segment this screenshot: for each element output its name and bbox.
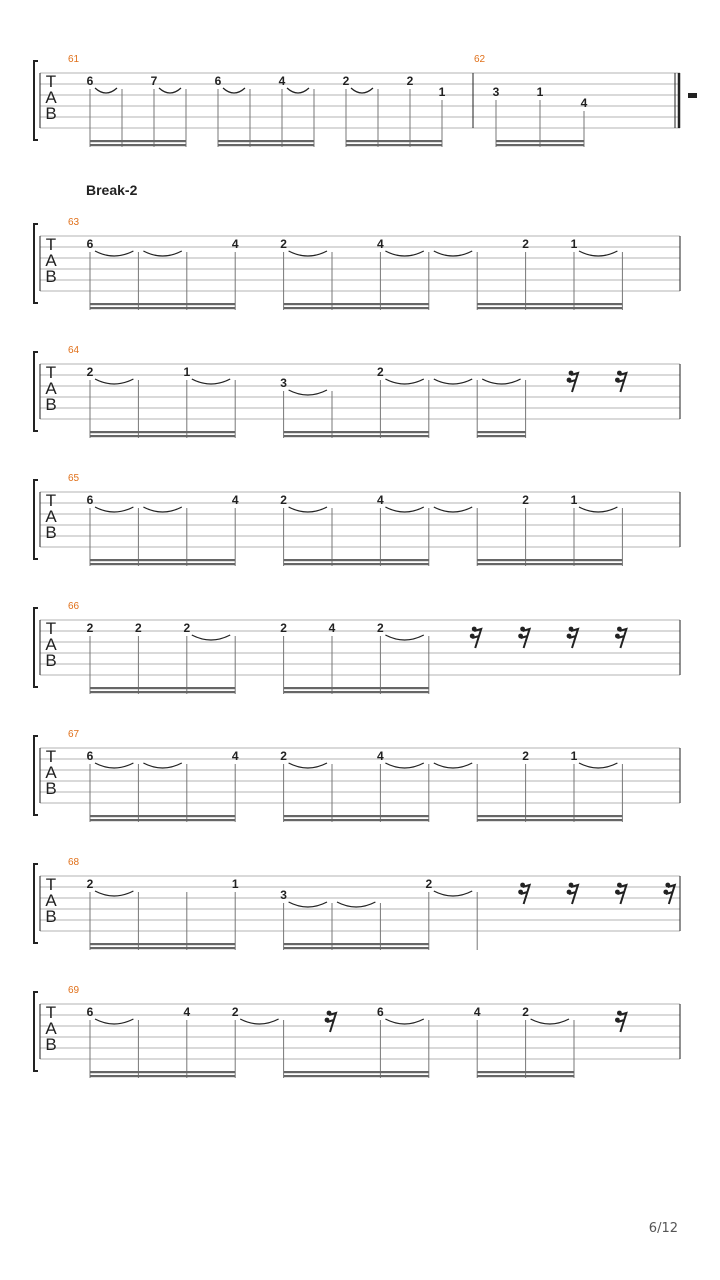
measure-number: 62 bbox=[474, 54, 486, 65]
tab-system bbox=[34, 736, 680, 822]
page-number: 6/12 bbox=[648, 1221, 678, 1236]
beam bbox=[90, 691, 235, 693]
beam bbox=[218, 144, 314, 146]
tie bbox=[287, 88, 309, 93]
beam bbox=[496, 140, 584, 142]
fret-number: 4 bbox=[377, 237, 384, 251]
tie bbox=[434, 379, 472, 384]
system-bracket bbox=[34, 736, 38, 815]
sixteenth-rest bbox=[663, 883, 674, 904]
beam bbox=[284, 691, 429, 693]
rest-stem bbox=[571, 373, 578, 392]
measure-number: 66 bbox=[68, 601, 80, 612]
tie bbox=[385, 763, 423, 768]
fret-number: 1 bbox=[536, 85, 544, 99]
tie bbox=[434, 507, 472, 512]
tie bbox=[95, 1019, 133, 1024]
tie bbox=[434, 251, 472, 256]
beam bbox=[90, 563, 235, 565]
fret-number: 1 bbox=[570, 493, 578, 507]
tie bbox=[385, 251, 423, 256]
measure-number: 67 bbox=[68, 729, 80, 740]
fret-number: 2 bbox=[280, 621, 287, 635]
beam bbox=[90, 1071, 235, 1073]
measure-number: 68 bbox=[68, 857, 80, 868]
beam bbox=[284, 431, 429, 433]
system-bracket bbox=[34, 224, 38, 303]
beam bbox=[477, 563, 622, 565]
tie bbox=[289, 902, 327, 907]
fret-number: 2 bbox=[86, 621, 94, 635]
tab-system bbox=[34, 61, 697, 147]
tie bbox=[192, 379, 230, 384]
beam bbox=[477, 819, 622, 821]
tab-clef-t: T bbox=[45, 491, 57, 510]
beam bbox=[218, 140, 314, 142]
tie bbox=[95, 763, 133, 768]
tab-clef-b: B bbox=[45, 779, 57, 798]
rest-stem bbox=[619, 1013, 626, 1032]
tie bbox=[143, 763, 181, 768]
beam bbox=[477, 1075, 574, 1077]
fret-number: 6 bbox=[214, 74, 222, 88]
tie bbox=[337, 902, 375, 907]
sixteenth-rest bbox=[567, 627, 578, 648]
measure-number: 64 bbox=[68, 345, 80, 356]
tie bbox=[289, 251, 327, 256]
fret-number: 4 bbox=[278, 74, 286, 88]
beam bbox=[90, 1075, 235, 1077]
fret-number: 6 bbox=[86, 749, 94, 763]
tab-clef-b: B bbox=[45, 104, 57, 123]
fret-number: 4 bbox=[183, 1005, 191, 1019]
sixteenth-rest bbox=[615, 883, 626, 904]
beam bbox=[284, 947, 429, 949]
measure-number: 61 bbox=[68, 54, 80, 65]
sixteenth-rest bbox=[615, 371, 626, 392]
beam bbox=[284, 815, 429, 817]
beam bbox=[284, 563, 429, 565]
beam bbox=[90, 819, 235, 821]
tie bbox=[143, 251, 181, 256]
tie bbox=[95, 891, 133, 896]
rest-stem bbox=[329, 1013, 336, 1032]
fret-number: 4 bbox=[580, 96, 588, 110]
tab-system bbox=[34, 224, 680, 310]
fret-number: 4 bbox=[473, 1005, 481, 1019]
fret-number: 3 bbox=[280, 888, 287, 902]
tab-clef-t: T bbox=[45, 1003, 57, 1022]
tab-clef-t: T bbox=[45, 619, 57, 638]
beam bbox=[477, 303, 622, 305]
beam bbox=[90, 140, 186, 142]
sixteenth-rest bbox=[325, 1011, 336, 1032]
system-bracket bbox=[34, 480, 38, 559]
beam bbox=[90, 559, 235, 561]
sixteenth-rest bbox=[518, 883, 529, 904]
beam bbox=[284, 307, 429, 309]
measure-number: 69 bbox=[68, 985, 80, 996]
fret-number: 4 bbox=[231, 493, 239, 507]
rest-stem bbox=[571, 629, 578, 648]
fret-number: 3 bbox=[492, 85, 500, 99]
rest-stem bbox=[619, 373, 626, 392]
beam bbox=[284, 819, 429, 821]
tab-clef-a: A bbox=[45, 891, 57, 910]
tab-clef-b: B bbox=[45, 907, 57, 926]
fret-number: 2 bbox=[86, 877, 94, 891]
fret-number: 2 bbox=[522, 749, 529, 763]
system-bracket bbox=[34, 864, 38, 943]
tie bbox=[482, 379, 520, 384]
beam bbox=[284, 687, 429, 689]
beam bbox=[284, 559, 429, 561]
beam bbox=[496, 144, 584, 146]
tie bbox=[95, 88, 117, 93]
fret-number: 2 bbox=[522, 1005, 529, 1019]
fret-number: 6 bbox=[86, 1005, 94, 1019]
fret-number: 2 bbox=[425, 877, 433, 891]
tab-clef-t: T bbox=[45, 363, 57, 382]
rest-stem bbox=[619, 885, 626, 904]
beam bbox=[477, 815, 622, 817]
tie bbox=[351, 88, 373, 93]
fret-number: 6 bbox=[86, 74, 94, 88]
sixteenth-rest bbox=[567, 883, 578, 904]
rest-stem bbox=[619, 629, 626, 648]
tie bbox=[95, 379, 133, 384]
tie bbox=[385, 379, 423, 384]
beam bbox=[284, 1071, 429, 1073]
beam bbox=[477, 307, 622, 309]
tab-clef-b: B bbox=[45, 267, 57, 286]
tie bbox=[579, 251, 617, 256]
sixteenth-rest bbox=[470, 627, 481, 648]
tab-clef-a: A bbox=[45, 763, 57, 782]
tie bbox=[223, 88, 245, 93]
beam bbox=[90, 947, 235, 949]
beam bbox=[90, 435, 235, 437]
tie bbox=[192, 635, 230, 640]
beam bbox=[477, 1071, 574, 1073]
tab-system bbox=[34, 352, 680, 438]
fret-number: 3 bbox=[280, 376, 287, 390]
fret-number: 6 bbox=[86, 237, 94, 251]
system-bracket bbox=[34, 992, 38, 1071]
beam bbox=[90, 815, 235, 817]
fret-number: 6 bbox=[377, 1005, 384, 1019]
tab-clef-b: B bbox=[45, 395, 57, 414]
measure-number: 65 bbox=[68, 473, 80, 484]
fret-number: 2 bbox=[135, 621, 142, 635]
tab-clef-b: B bbox=[45, 1035, 57, 1054]
beam bbox=[284, 1075, 429, 1077]
tab-clef-t: T bbox=[45, 235, 57, 254]
fret-number: 1 bbox=[183, 365, 191, 379]
tab-clef-a: A bbox=[45, 88, 57, 107]
rest-stem bbox=[571, 885, 578, 904]
fret-number: 2 bbox=[377, 621, 384, 635]
fret-number: 2 bbox=[183, 621, 191, 635]
beam bbox=[90, 303, 235, 305]
measure-number: 63 bbox=[68, 217, 80, 228]
rest-stem bbox=[474, 629, 481, 648]
fret-number: 1 bbox=[438, 85, 446, 99]
fret-number: 2 bbox=[522, 237, 529, 251]
tie bbox=[531, 1019, 569, 1024]
fret-number: 4 bbox=[377, 493, 384, 507]
fret-number: 2 bbox=[231, 1005, 239, 1019]
tab-system bbox=[34, 480, 680, 566]
beam bbox=[477, 435, 525, 437]
tab-clef-t: T bbox=[45, 72, 57, 91]
tab-system bbox=[34, 864, 680, 950]
fret-number: 4 bbox=[231, 749, 239, 763]
fret-number: 7 bbox=[150, 74, 158, 88]
tie bbox=[579, 507, 617, 512]
beam bbox=[284, 943, 429, 945]
system-bracket bbox=[34, 352, 38, 431]
tie bbox=[240, 1019, 278, 1024]
tie bbox=[434, 763, 472, 768]
tie bbox=[143, 507, 181, 512]
fret-number: 1 bbox=[570, 237, 578, 251]
beam bbox=[284, 303, 429, 305]
beam bbox=[90, 307, 235, 309]
system-bracket bbox=[34, 608, 38, 687]
sixteenth-rest bbox=[567, 371, 578, 392]
beam bbox=[90, 943, 235, 945]
tie bbox=[385, 635, 423, 640]
tab-system bbox=[34, 608, 680, 694]
sixteenth-rest bbox=[615, 1011, 626, 1032]
sixteenth-rest bbox=[615, 627, 626, 648]
rest-stem bbox=[523, 885, 530, 904]
system-bracket bbox=[34, 61, 38, 140]
half-rest bbox=[688, 93, 697, 98]
tab-clef-a: A bbox=[45, 507, 57, 526]
tie bbox=[289, 763, 327, 768]
section-label: Break-2 bbox=[86, 182, 138, 198]
fret-number: 2 bbox=[342, 74, 350, 88]
fret-number: 2 bbox=[280, 749, 287, 763]
fret-number: 2 bbox=[377, 365, 384, 379]
tab-clef-b: B bbox=[45, 651, 57, 670]
tab-clef-t: T bbox=[45, 747, 57, 766]
fret-number: 4 bbox=[328, 621, 336, 635]
rest-stem bbox=[668, 885, 675, 904]
tie bbox=[385, 507, 423, 512]
fret-number: 2 bbox=[86, 365, 94, 379]
fret-number: 2 bbox=[406, 74, 414, 88]
fret-number: 2 bbox=[522, 493, 529, 507]
tab-clef-a: A bbox=[45, 379, 57, 398]
sixteenth-rest bbox=[518, 627, 529, 648]
tab-clef-a: A bbox=[45, 251, 57, 270]
fret-number: 1 bbox=[231, 877, 239, 891]
fret-number: 4 bbox=[231, 237, 239, 251]
beam bbox=[346, 144, 442, 146]
beam bbox=[284, 435, 429, 437]
tie bbox=[95, 507, 133, 512]
tie bbox=[289, 390, 327, 395]
tie bbox=[289, 507, 327, 512]
beam bbox=[346, 140, 442, 142]
beam bbox=[90, 687, 235, 689]
tie bbox=[434, 891, 472, 896]
tab-clef-t: T bbox=[45, 875, 57, 894]
rest-stem bbox=[523, 629, 530, 648]
beam bbox=[90, 144, 186, 146]
tie bbox=[579, 763, 617, 768]
fret-number: 4 bbox=[377, 749, 384, 763]
fret-number: 2 bbox=[280, 493, 287, 507]
tie bbox=[385, 1019, 423, 1024]
beam bbox=[90, 431, 235, 433]
tab-clef-a: A bbox=[45, 635, 57, 654]
tab-system bbox=[34, 992, 680, 1078]
fret-number: 1 bbox=[570, 749, 578, 763]
tie bbox=[95, 251, 133, 256]
tab-clef-a: A bbox=[45, 1019, 57, 1038]
tab-clef-b: B bbox=[45, 523, 57, 542]
fret-number: 6 bbox=[86, 493, 94, 507]
beam bbox=[477, 431, 525, 433]
beam bbox=[477, 559, 622, 561]
tie bbox=[159, 88, 181, 93]
fret-number: 2 bbox=[280, 237, 287, 251]
